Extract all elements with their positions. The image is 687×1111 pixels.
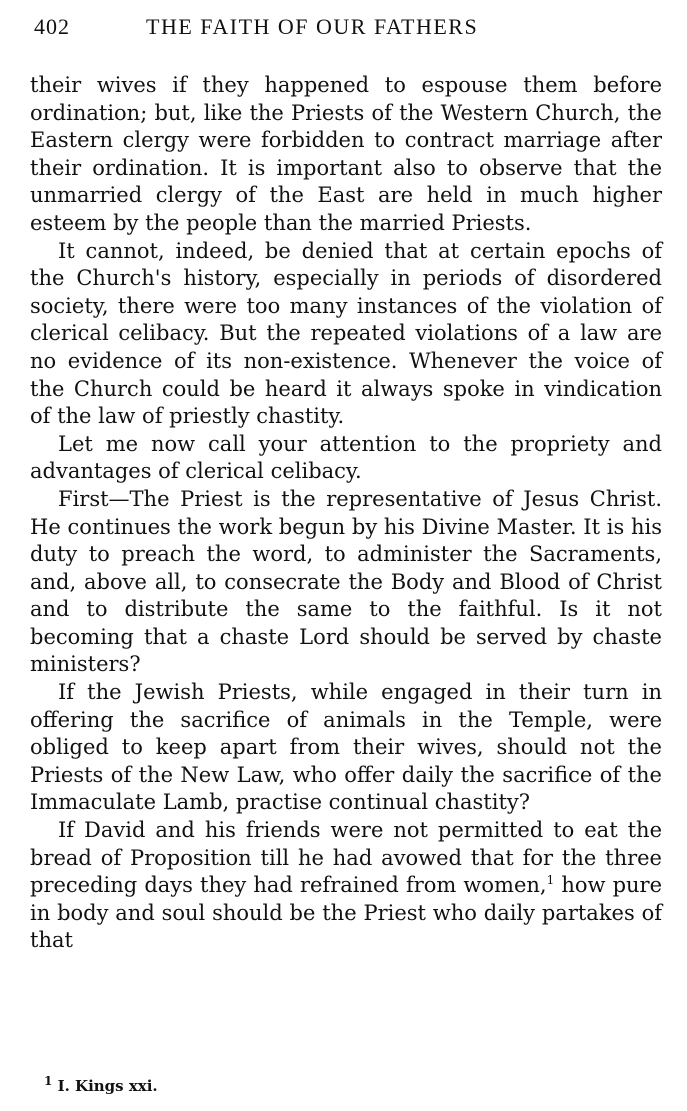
page-number: 402 [34, 14, 70, 39]
running-head: THE FAITH OF OUR FATHERS [146, 14, 479, 39]
footnote-text: I. Kings xxi. [52, 1077, 158, 1095]
footnote [44, 1074, 158, 1095]
paragraph: If the Jewish Priests, while engaged in their turn in offering the sacrifice of animals in the Temple, were obliged to keep apart from their wives, should not the Priests of the New Law, who offer daily the sacrifice of the Immaculate Lamb, practise continual chastity? [30, 680, 662, 815]
paragraph: First—The Priest is the representative of Jesus Christ. He continues the work begun by his Divine Master. It is his duty to preach the word, to administer the Sacraments, and, above all, to consecrate the Body and Blood of Christ and to distribute the same to the faithful. Is it not becoming that a chaste Lord should be served by chaste ministers? [30, 486, 662, 677]
paragraph-text-continued: how pure in body and soul should be the Priest who daily partakes of that [30, 873, 663, 953]
footnote-reference: 1 [546, 873, 555, 888]
paragraph: their wives if they happened to espouse them before ordination; but, like the Priests of the Western Church, the Eastern clergy were forbidden to contract marriage after their ordination. It is important also to observe that the unmarried clergy of the East are held in much higher esteem by the people than the married Priests. [30, 73, 662, 235]
paragraph: It cannot, indeed, be denied that at certain epochs of the Church's history, especially in periods of disordered society, there were too many instances of the violation of clerical celibacy. But the repeated violations of a law are no evidence of its non-existence. Whenever the voice of the Church could be heard it always spoke in vindication of the law of priestly chastity. [30, 238, 662, 429]
page-header [34, 14, 664, 44]
footnote-mark: 1 [44, 1074, 53, 1088]
paragraph: Let me now call your attention to the propriety and advantages of clerical celibacy. [30, 431, 662, 484]
paragraph-last [30, 817, 662, 955]
paragraph-text: If David and his friends were not permitted to eat the bread of Proposition till he had avowed that for the three preceding days they had refrained from women, [30, 818, 662, 898]
body-text [30, 72, 662, 955]
